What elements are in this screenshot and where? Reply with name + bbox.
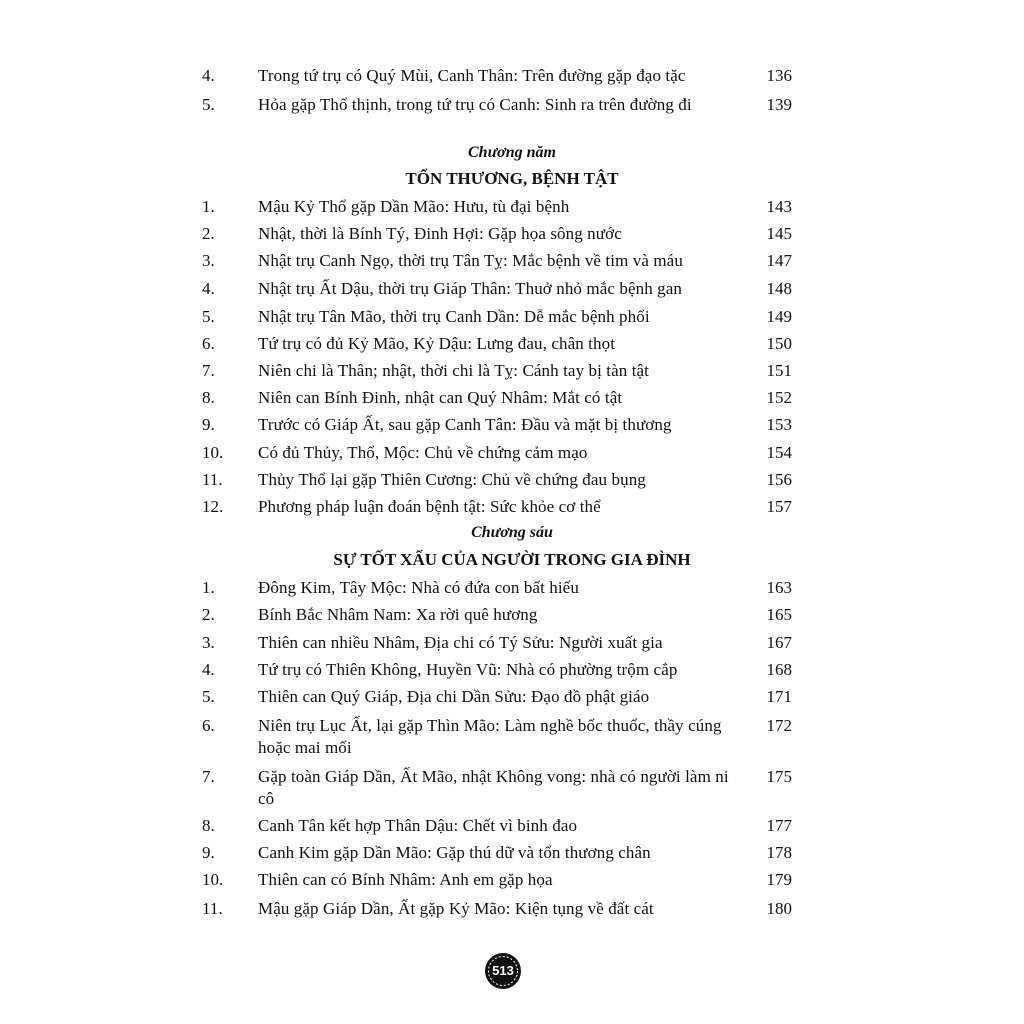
entry-page: 149	[766, 307, 792, 326]
entry-page: 179	[766, 870, 792, 889]
entry-number: 4.	[202, 279, 215, 298]
entry-title: Canh Kim gặp Dần Mão: Gặp thú dữ và tổn thương chân	[258, 843, 651, 862]
entry-number: 7.	[202, 361, 215, 380]
entry-page: 153	[766, 415, 792, 434]
entry-title: Thủy Thổ lại gặp Thiên Cương: Chủ về chứng đau bụng	[258, 470, 646, 489]
entry-number: 7.	[202, 767, 215, 786]
entry-page: 172	[766, 716, 792, 735]
entry-number: 4.	[202, 66, 215, 85]
page-number: 513	[492, 963, 514, 978]
entry-number: 5.	[202, 687, 215, 706]
entry-number: 1.	[202, 197, 215, 216]
entry-page: 157	[766, 497, 792, 516]
entry-title: Bính Bắc Nhâm Nam: Xa rời quê hương	[258, 605, 538, 624]
entry-page: 143	[766, 197, 792, 216]
entry-page: 156	[766, 470, 792, 489]
entry-title: Nhật trụ Canh Ngọ, thời trụ Tân Tỵ: Mắc bệnh về tim và máu	[258, 251, 683, 270]
entry-title: Niên chi là Thân; nhật, thời chi là Tỵ: Cánh tay bị tàn tật	[258, 361, 650, 380]
entry-title: Thiên can có Bính Nhâm: Anh em gặp họa	[258, 870, 553, 889]
entry-number: 6.	[202, 334, 215, 353]
entry-number: 4.	[202, 660, 215, 679]
entry-number: 10.	[202, 870, 224, 889]
entry-page: 167	[766, 633, 792, 652]
entry-title: Niên trụ Lục Ất, lại gặp Thìn Mão: Làm nghề bốc thuốc, thầy cúng hoặc mai mối	[258, 716, 722, 757]
entry-page: 168	[766, 660, 792, 679]
entry-number: 9.	[202, 843, 215, 862]
entry-number: 1.	[202, 578, 215, 597]
entry-page: 180	[766, 899, 792, 918]
entry-number: 11.	[202, 470, 223, 489]
entry-number: 3.	[202, 633, 215, 652]
entry-page: 175	[766, 767, 792, 786]
entry-page: 150	[766, 334, 792, 353]
entry-number: 8.	[202, 816, 215, 835]
entry-page: 148	[766, 279, 792, 298]
entry-number: 11.	[202, 899, 223, 918]
entry-title: Nhật trụ Ất Dậu, thời trụ Giáp Thân: Thuở nhỏ mắc bệnh gan	[258, 279, 682, 298]
entry-title: Mậu Kỷ Thổ gặp Dần Mão: Hưu, tù đại bệnh	[258, 197, 570, 216]
entry-number: 9.	[202, 415, 215, 434]
chapter-title: TỔN THƯƠNG, BỆNH TẬT	[405, 169, 619, 188]
entry-number: 5.	[202, 95, 215, 114]
entry-page: 177	[766, 816, 792, 835]
entry-title: Trong tứ trụ có Quý Mùi, Canh Thân: Trên đường gặp đạo tặc	[258, 66, 686, 85]
page-number-badge	[484, 952, 522, 990]
entry-title: Thiên can Quý Giáp, Địa chi Dần Sửu: Đạo đồ phật giáo	[258, 687, 650, 706]
entry-title: Đông Kim, Tây Mộc: Nhà có đứa con bất hiếu	[258, 578, 579, 597]
entry-title: Canh Tân kết hợp Thân Dậu: Chết vì binh đao	[258, 816, 578, 835]
entry-title: Có đủ Thủy, Thổ, Mộc: Chủ về chứng cảm mạo	[258, 443, 588, 462]
entry-title: Niên can Bính Đinh, nhật can Quý Nhâm: Mắt có tật	[258, 388, 623, 407]
entry-title: Thiên can nhiều Nhâm, Địa chi có Tý Sửu: Người xuất gia	[258, 633, 663, 652]
entry-page: 178	[766, 843, 792, 862]
entry-number: 2.	[202, 224, 215, 243]
entry-number: 2.	[202, 605, 215, 624]
chapter-title: SỰ TỐT XẤU CỦA NGƯỜI TRONG GIA ĐÌNH	[333, 550, 691, 569]
entry-page: 163	[766, 578, 792, 597]
entry-title: Hỏa gặp Thổ thịnh, trong tứ trụ có Canh: Sinh ra trên đường đi	[258, 95, 692, 114]
entry-number: 5.	[202, 307, 215, 326]
entry-title: Phương pháp luận đoán bệnh tật: Sức khỏe cơ thể	[258, 497, 601, 516]
entry-number: 8.	[202, 388, 215, 407]
entry-number: 3.	[202, 251, 215, 270]
chapter-label: Chương sáu	[471, 524, 553, 541]
entry-number: 10.	[202, 443, 224, 462]
entry-title: Nhật trụ Tân Mão, thời trụ Canh Dần: Dễ mắc bệnh phổi	[258, 307, 650, 326]
entry-title: Tứ trụ có đủ Kỷ Mão, Kỷ Dậu: Lưng đau, chân thọt	[258, 334, 616, 353]
chapter-label: Chương năm	[468, 144, 556, 161]
entry-page: 139	[766, 95, 792, 114]
entry-title: Mậu gặp Giáp Dần, Ất gặp Kỷ Mão: Kiện tụng về đất cát	[258, 899, 654, 918]
entry-page: 165	[766, 605, 792, 624]
entry-page: 171	[766, 687, 792, 706]
entry-page: 147	[766, 251, 792, 270]
entry-title: Trước có Giáp Ất, sau gặp Canh Tân: Đầu và mặt bị thương	[258, 415, 672, 434]
entry-number: 6.	[202, 716, 215, 735]
entry-title: Nhật, thời là Bính Tý, Đinh Hợi: Gặp họa sông nước	[258, 224, 622, 243]
entry-page: 136	[766, 66, 792, 85]
entry-page: 145	[766, 224, 792, 243]
entry-number: 12.	[202, 497, 224, 516]
entry-page: 151	[766, 361, 792, 380]
entry-page: 152	[766, 388, 792, 407]
entry-page: 154	[766, 443, 792, 462]
entry-title: Gặp toàn Giáp Dần, Ất Mão, nhật Không vong: nhà có người làm ni cô	[258, 767, 729, 808]
entry-title: Tứ trụ có Thiên Không, Huyền Vũ: Nhà có phường trộm cắp	[258, 660, 678, 679]
